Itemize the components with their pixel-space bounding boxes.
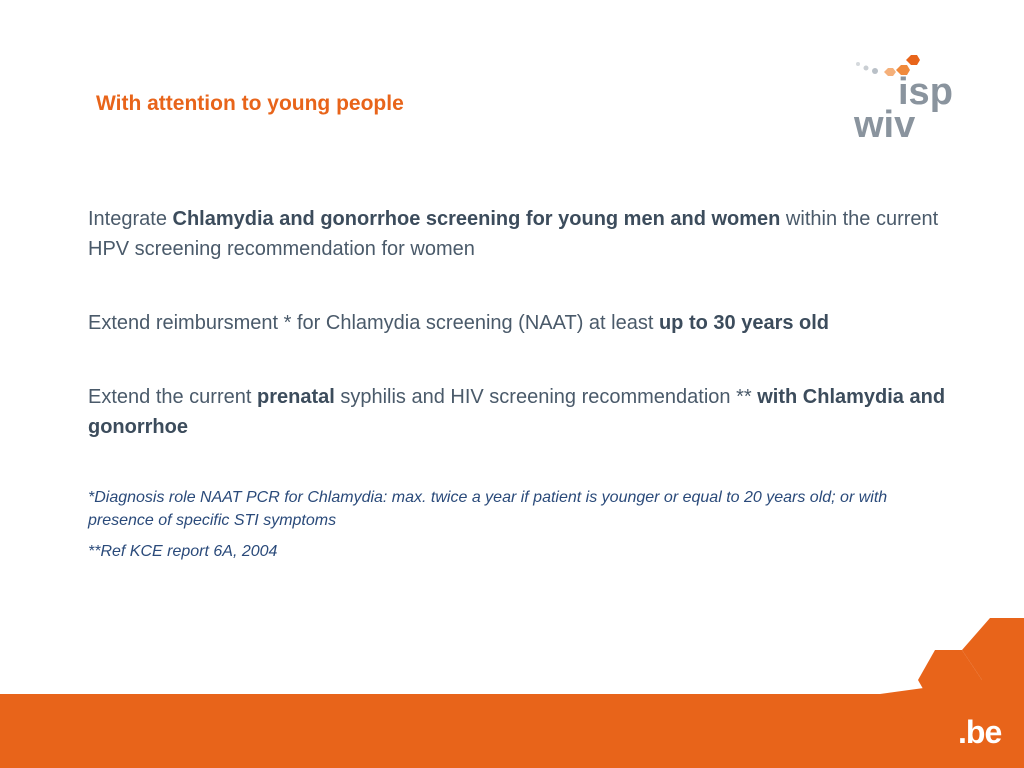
- isp-wiv-logo: [848, 46, 966, 142]
- paragraph-prenatal: [88, 382, 948, 442]
- paragraph-text: within the current HPV screening recommendation for women: [88, 208, 939, 260]
- footer-band: [0, 610, 1024, 768]
- footnote-diagnosis: *Diagnosis role NAAT PCR for Chlamydia: max. twice a year if patient is younger or equal to 20 years old; or with presence of specific STI symptoms: [88, 489, 888, 529]
- logo-isp-text: isp: [898, 71, 953, 113]
- paragraph-text: Integrate: [88, 208, 173, 230]
- paragraph-bold: prenatal: [256, 386, 335, 408]
- paragraph-bold: Chlamydia and gonorrhoe screening for young men and women: [172, 208, 781, 230]
- paragraph-bold: up to 30 years old: [658, 312, 830, 334]
- slide-title: With attention to young people: [96, 92, 404, 115]
- paragraph-text: syphilis and HIV screening recommendation **: [334, 386, 758, 408]
- paragraph-text: Extend reimbursment * for Chlamydia screening (NAAT) at least: [88, 312, 659, 334]
- paragraph-bold: with Chlamydia and gonorrhoe: [88, 386, 946, 438]
- paragraph-reimbursement: [88, 308, 948, 338]
- slide-body: [88, 204, 948, 571]
- paragraph-text: Extend the current: [88, 386, 257, 408]
- footer-be-logo: .be: [958, 714, 1002, 750]
- paragraph-screening: [88, 204, 948, 264]
- footnote-reference: **Ref KCE report 6A, 2004: [88, 543, 278, 560]
- logo-wiv-text: wiv: [854, 104, 916, 142]
